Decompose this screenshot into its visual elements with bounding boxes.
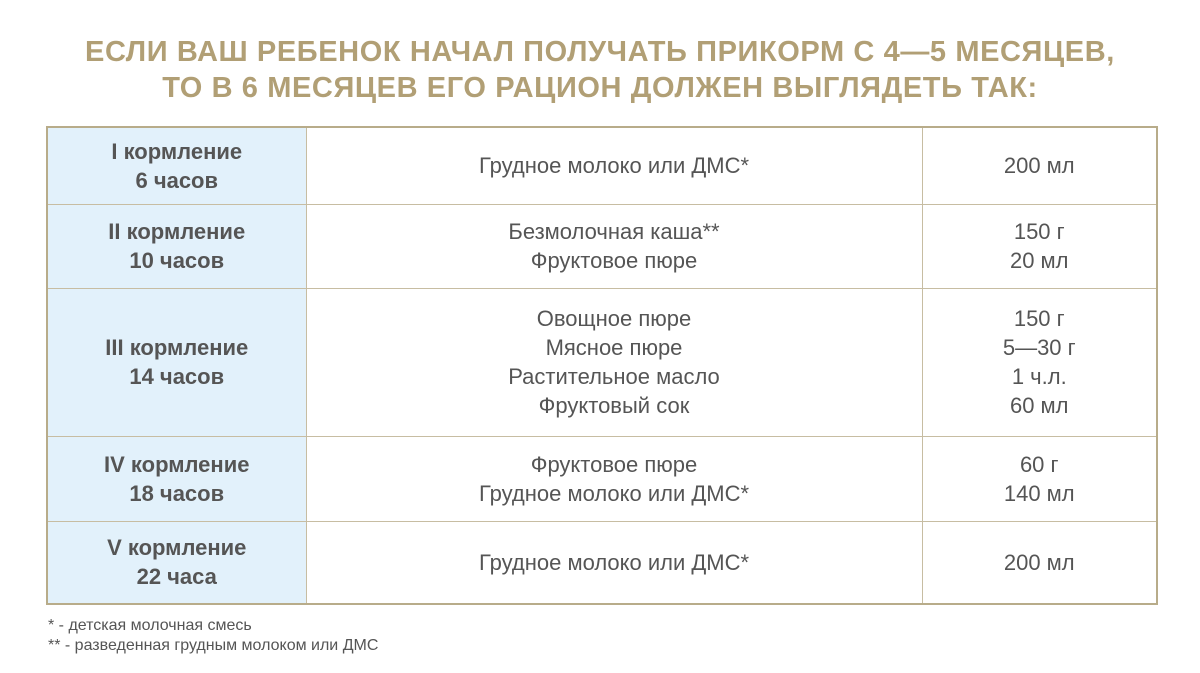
- feeding-label-cell: [47, 288, 306, 436]
- table-row: [47, 127, 1157, 204]
- amounts-cell: [922, 288, 1157, 436]
- feeding-label-cell: [47, 127, 306, 204]
- footnote-formula: * - детская молочная смесь: [48, 617, 252, 634]
- amounts-cell: [922, 204, 1157, 288]
- food-amount: 1 ч.л.: [1011, 364, 1067, 389]
- foods-cell: [306, 204, 922, 288]
- food-item: Грудное молоко или ДМС*: [478, 480, 750, 506]
- feeding-time: 22 часа: [136, 564, 217, 590]
- table-row: [47, 521, 1157, 604]
- feeding-time: 6 часов: [135, 167, 219, 193]
- footnote-porridge: ** - разведенная грудным молоком или ДМС: [48, 637, 379, 654]
- food-item: Мясное пюре: [545, 335, 683, 360]
- food-item: Овощное пюре: [536, 306, 692, 331]
- feeding-time: 18 часов: [129, 480, 225, 506]
- table-row: [47, 288, 1157, 436]
- food-item: Фруктовое пюре: [530, 248, 698, 273]
- foods-cell: [306, 127, 922, 204]
- feeding-name: III кормление: [105, 335, 249, 360]
- food-amount: 60 мл: [1009, 393, 1069, 418]
- feeding-label-cell: [47, 521, 306, 604]
- feeding-time: 14 часов: [129, 364, 225, 389]
- foods-cell: [306, 288, 922, 436]
- food-item: Грудное молоко или ДМС*: [478, 549, 750, 575]
- feeding-name: IV кормление: [104, 451, 250, 477]
- feeding-time: 10 часов: [129, 248, 225, 273]
- food-item: Растительное масло: [508, 364, 720, 389]
- feeding-label-cell: [47, 204, 306, 288]
- food-amount: 20 мл: [1009, 248, 1069, 273]
- food-amount: 200 мл: [1003, 153, 1075, 179]
- feeding-label-cell: [47, 436, 306, 521]
- amounts-cell: [922, 127, 1157, 204]
- foods-cell: [306, 436, 922, 521]
- food-amount: 5—30 г: [1002, 335, 1076, 360]
- feeding-name: V кормление: [107, 535, 247, 561]
- feeding-name: I кормление: [111, 138, 243, 164]
- foods-cell: [306, 521, 922, 604]
- food-item: Фруктовое пюре: [530, 451, 698, 477]
- title-line-2: ТО В 6 МЕСЯЦЕВ ЕГО РАЦИОН ДОЛЖЕН ВЫГЛЯДЕТЬ ТАК:: [162, 72, 1038, 104]
- food-item: Фруктовый сок: [538, 393, 690, 418]
- table-row: [47, 436, 1157, 521]
- food-amount: 60 г: [1019, 451, 1059, 477]
- food-amount: 200 мл: [1003, 549, 1075, 575]
- footnotes: [48, 616, 378, 656]
- amounts-cell: [922, 521, 1157, 604]
- food-amount: 150 г: [1013, 306, 1065, 331]
- page-title: [0, 34, 1200, 106]
- food-amount: 140 мл: [1003, 480, 1075, 506]
- food-item: Грудное молоко или ДМС*: [478, 153, 750, 179]
- table-row: [47, 204, 1157, 288]
- feeding-schedule-table: [46, 126, 1158, 605]
- food-item: Безмолочная каша**: [508, 219, 720, 244]
- amounts-cell: [922, 436, 1157, 521]
- title-line-1: ЕСЛИ ВАШ РЕБЕНОК НАЧАЛ ПОЛУЧАТЬ ПРИКОРМ С 4—5 МЕСЯЦЕВ,: [85, 36, 1115, 68]
- feeding-name: II кормление: [108, 219, 246, 244]
- food-amount: 150 г: [1013, 219, 1065, 244]
